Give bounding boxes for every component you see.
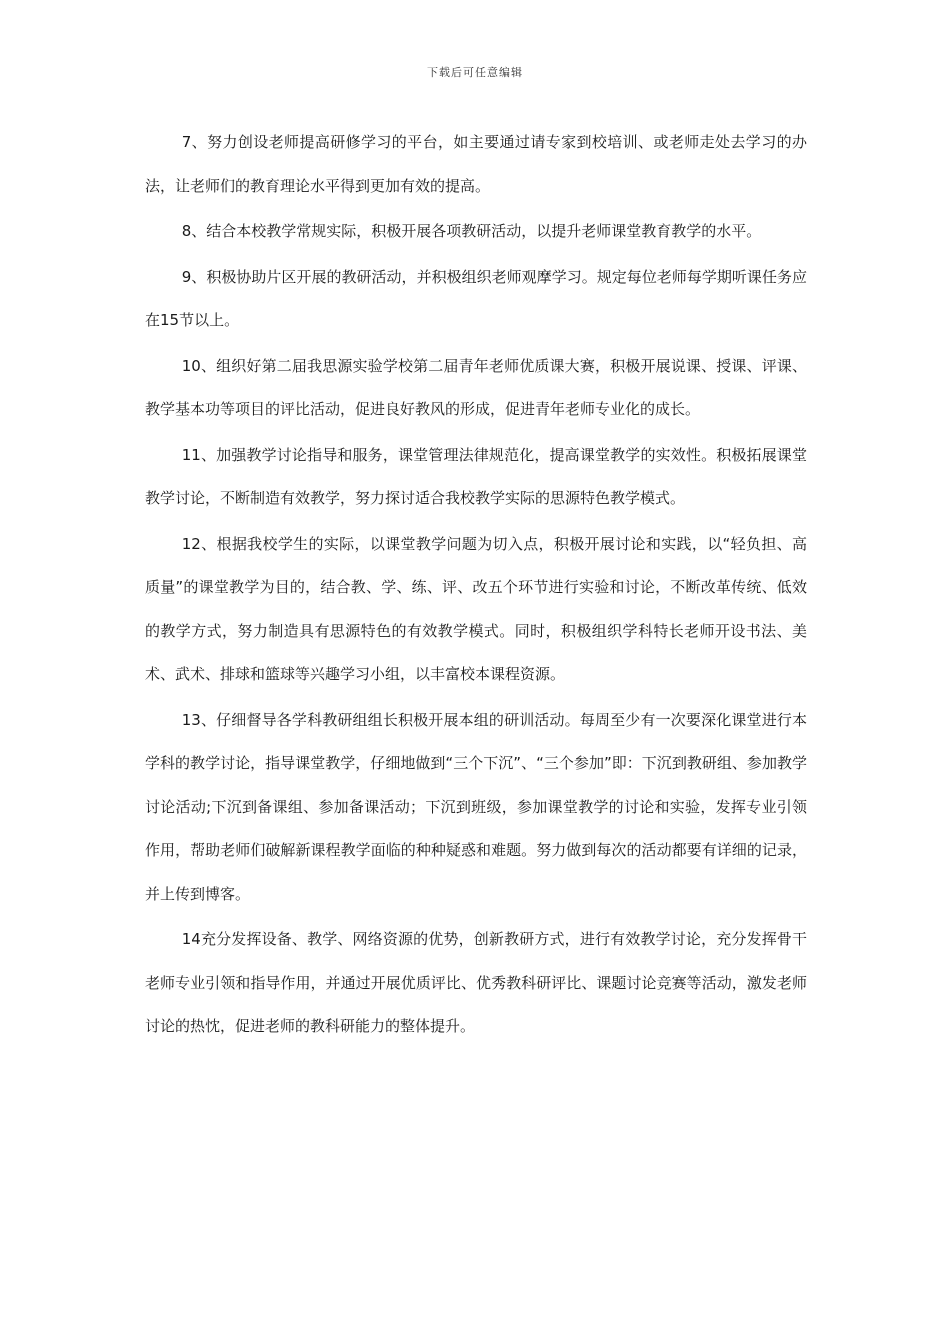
paragraph-7: 7、努力创设老师提高研修学习的平台，如主要通过请专家到校培训、或老师走处去学习的办法，让老师们的教育理论水平得到更加有效的提高。 <box>145 133 807 195</box>
page-header: 下载后可任意编辑 <box>427 66 523 79</box>
paragraph-11: 11、加强教学讨论指导和服务，课堂管理法律规范化，提高课堂教学的实效性。积极拓展课堂教学讨论，不断制造有效教学，努力探讨适合我校教学实际的思源特色教学模式。 <box>145 445 807 507</box>
paragraph-8: 8、结合本校教学常规实际，积极开展各项教研活动，以提升老师课堂教育教学的水平。 <box>181 222 762 240</box>
paragraph-12: 12、根据我校学生的实际，以课堂教学问题为切入点，积极开展讨论和实践，以“轻负担、高质量”的课堂教学为目的，结合教、学、练、评、改五个环节进行实验和讨论，不断改革传统、低效的教学方式，努力制造具有思源特色的有效教学模式。同时，积极组织学科特长老师开设书法、美术、武术、排球和篮球等兴趣学习小组，以丰富校本课程资源。 <box>145 534 807 683</box>
paragraph-13: 13、仔细督导各学科教研组组长积极开展本组的研训活动。每周至少有一次要深化课堂进行本学科的教学讨论，指导课堂教学，仔细地做到“三个下沉”、“三个参加”即：下沉到教研组、参加教学讨论活动;下沉到备课组、参加备课活动；下沉到班级，参加课堂教学的讨论和实验，发挥专业引领作用，帮助老师们破解新课程教学面临的种种疑惑和难题。努力做到每次的活动都要有详细的记录，并上传到博客。 <box>145 710 807 903</box>
paragraph-14: 14充分发挥设备、教学、网络资源的优势，创新教研方式，进行有效教学讨论，充分发挥骨干老师专业引领和指导作用，并通过开展优质评比、优秀教科研评比、课题讨论竞赛等活动，激发老师讨论的热忱，促进老师的教科研能力的整体提升。 <box>145 930 807 1035</box>
paragraph-10: 10、组织好第二届我思源实验学校第二届青年老师优质课大赛，积极开展说课、授课、评课、教学基本功等项目的评比活动，促进良好教风的形成，促进青年老师专业化的成长。 <box>145 356 807 418</box>
document-body <box>145 121 807 1051</box>
paragraph-9: 9、积极协助片区开展的教研活动，并积极组织老师观摩学习。规定每位老师每学期听课任务应在15节以上。 <box>145 267 807 329</box>
